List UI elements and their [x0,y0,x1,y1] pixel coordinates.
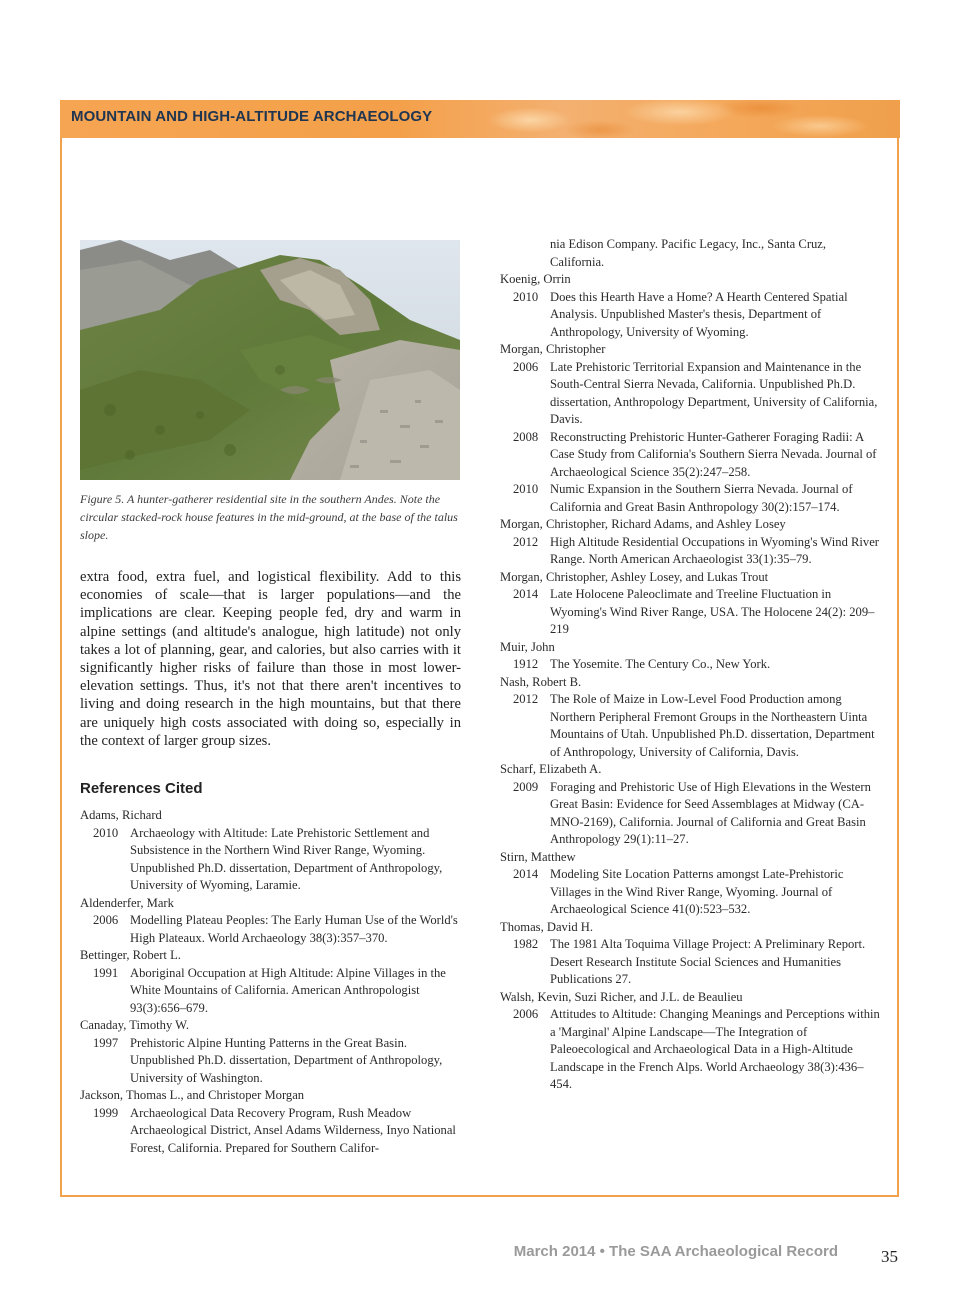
reference-author: Bettinger, Robert L. [80,948,181,962]
reference-year: 1982 [513,937,539,951]
figure-photo [80,240,460,480]
reference-item [500,639,880,674]
reference-year: 1999 [93,1105,119,1120]
reference-author: Morgan, Christopher [500,342,606,356]
reference-text: Modeling Site Location Patterns amongst Late-Prehistoric Villages in the Wind River Range, Wyoming. Journal of Archaeological Science 41(0):523–532. [550,867,844,916]
reference-entry [500,656,880,674]
reference-year: 2010 [513,289,539,304]
reference-year: 2009 [513,779,539,794]
reference-text: Numic Expansion in the Southern Sierra Nevada. Journal of California and Great Basin Anthropology 30(2):157–174. [550,482,853,514]
reference-entry [500,429,880,482]
reference-entry [500,779,880,849]
figure-caption: Figure 5. A hunter-gatherer residential site in the southern Andes. Note the circular stacked-rock house features in the mid-ground, at the base of the talus slope. [80,492,458,542]
reference-author: Morgan, Christopher, Richard Adams, and Ashley Losey [500,517,786,531]
reference-entry [80,1035,461,1088]
reference-text: Archaeology with Altitude: Late Prehistoric Settlement and Subsistence in the Northern Wind River Range, Wyoming. Unpublished Ph.D. dissertation, Department of Anthropology, University of Wyoming, Laramie. [130,825,443,892]
reference-text: The Role of Maize in Low-Level Food Production among Northern Peripheral Fremont Groups in the Northeastern Uinta Mountains of Utah. Unpublished Ph.D. dissertation, Department of Anthropology, University of California, Davis. [550,692,875,759]
reference-year: 2010 [93,825,119,840]
reference-author: Morgan, Christopher, Ashley Losey, and Lukas Trout [500,569,769,584]
reference-item [500,849,880,919]
reference-year: 2014 [513,587,539,601]
reference-item [80,947,461,1017]
reference-author: Scharf, Elizabeth A. [500,762,602,776]
reference-entry [500,481,880,516]
reference-text: Late Holocene Paleoclimate and Treeline Fluctuation in Wyoming's Wind River Range, USA. The Holocene 24(2): 209–219 [550,587,875,636]
reference-item [80,1017,461,1087]
reference-continuation: nia Edison Company. Pacific Legacy, Inc., Santa Cruz, California. [550,237,827,269]
page-number: 35 [881,1247,898,1266]
reference-text: Late Prehistoric Territorial Expansion and Maintenance in the South-Central Sierra Nevada, California. Unpublished Ph.D. dissertation, Anthropology Department, University of California, Davis. [550,359,878,426]
reference-author: Walsh, Kevin, Suzi Richer, and J.L. de Beaulieu [500,989,743,1004]
reference-item [80,807,461,895]
reference-list [500,271,880,1094]
reference-year: 1997 [93,1035,119,1050]
reference-entry [80,1105,461,1158]
reference-year: 2012 [513,534,539,549]
reference-item [500,516,880,569]
reference-author: Jackson, Thomas L., and Christoper Morgan [80,1088,305,1102]
reference-author: Adams, Richard [80,808,162,822]
reference-item [80,895,461,948]
reference-text: The 1981 Alta Toquima Village Project: A Preliminary Report. Desert Research Institute Social Sciences and Humanities Publications 27. [550,937,866,986]
reference-year: 2012 [513,692,539,706]
reference-item [80,1087,461,1157]
reference-entry [500,534,880,569]
reference-text: Archaeological Data Recovery Program, Rush Meadow Archaeological District, Ansel Adams Wilderness, Inyo National Forest, California. Prepared for Southern Califor- [130,1105,456,1155]
reference-entry [500,936,880,989]
reference-text: Does this Hearth Have a Home? A Hearth Centered Spatial Analysis. Unpublished Master's thesis, Department of Anthropology, University of Wyoming. [550,289,848,339]
reference-author: Koenig, Orrin [500,272,571,286]
reference-text: The Yosemite. The Century Co., New York. [550,657,771,671]
reference-entry [500,1006,880,1094]
section-title: MOUNTAIN AND HIGH-ALTITUDE ARCHAEOLOGY [71,108,433,125]
reference-year: 2006 [513,359,539,374]
references-heading: References Cited [80,780,203,797]
reference-author: Nash, Robert B. [500,674,582,689]
reference-entry [500,289,880,342]
reference-year: 2006 [93,913,119,927]
reference-year: 2006 [513,1007,539,1021]
reference-entry [80,965,461,1018]
reference-year: 2008 [513,429,539,444]
reference-item [500,341,880,516]
reference-year: 1912 [513,657,539,671]
reference-entry [80,912,461,947]
reference-text: Attitudes to Altitude: Changing Meanings and Perceptions within a 'Marginal' Alpine Landscape—The Integration of Paleoecological and Archaeological Data in a High-Altitude Landscape in the French Alps. World Archaeology 38(3):436–454. [550,1007,880,1091]
reference-text: Foraging and Prehistoric Use of High Elevations in the Western Great Basin: Evidence for Seed Assemblages at Midway (CA-MNO-2169), California. Journal of California and Great Basin Anthropology 29(1):11–27. [550,779,871,846]
reference-item [500,919,880,989]
reference-author: Aldenderfer, Mark [80,895,174,910]
footer-issue: March 2014 • The SAA Archaeological Record [513,1243,838,1260]
reference-item [500,674,880,762]
body-paragraph: extra food, extra fuel, and logistical flexibility. Add to this economies of scale—that is larger populations—and the implications are clear. Keeping people fed, dry and warm in alpine settings (and altitude's analogue, high latitude) not only takes a lot of planning, gear, and calories, but also carries with it significantly higher risks of failure than those in most lower-elevation settings. Thus, it's not that there aren't incentives to living and doing research in the high mountains, but that there are uniquely high costs associated with doing so, especially in the context of larger group sizes. [80,569,461,749]
reference-entry [500,691,880,761]
reference-item [500,761,880,849]
reference-text: Reconstructing Prehistoric Hunter-Gatherer Foraging Radii: A Case Study from California's Southern Sierra Nevada. Journal of Archaeological Science 35(2):247–258. [550,429,877,479]
reference-year: 1991 [93,965,119,980]
mountain-landscape-image [80,240,460,480]
reference-year: 2010 [513,482,539,496]
reference-year: 2014 [513,867,539,881]
references-left-column [80,807,461,1157]
reference-author: Thomas, David H. [500,919,594,934]
reference-entry [500,866,880,919]
reference-item [500,569,880,639]
reference-entry [80,825,461,895]
reference-text: High Altitude Residential Occupations in Wyoming's Wind River Range. North American Archaeologist 33(1):35–79. [550,534,879,566]
reference-item [500,989,880,1094]
reference-text: Prehistoric Alpine Hunting Patterns in the Great Basin. Unpublished Ph.D. dissertation, Department of Anthropology, University of Washington. [130,1035,443,1085]
reference-author: Muir, John [500,639,555,654]
reference-author: Stirn, Matthew [500,849,576,864]
reference-text: Aboriginal Occupation at High Altitude: Alpine Villages in the White Mountains of California. American Anthropologist 93(3):656–679. [130,965,446,1015]
reference-author: Canaday, Timothy W. [80,1018,190,1032]
references-right-column [500,236,880,1094]
reference-item [500,271,880,341]
reference-entry [500,359,880,429]
reference-entry [500,586,880,639]
reference-text: Modelling Plateau Peoples: The Early Human Use of the World's High Plateaux. World Archaeology 38(3):357–370. [130,913,458,945]
section-banner [60,100,900,138]
